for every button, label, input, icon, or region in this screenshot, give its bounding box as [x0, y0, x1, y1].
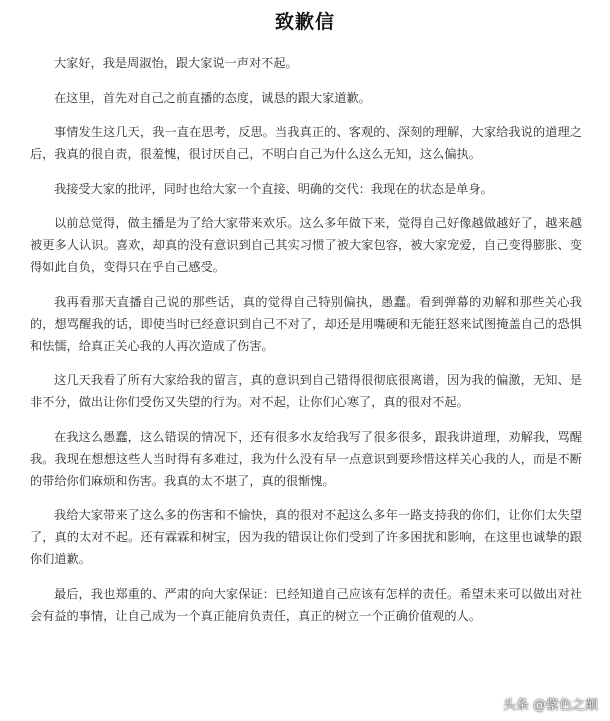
paragraph-reflection: 事情发生这几天，我一直在思考，反思。当我真正的、客观的、深刻的理解，大家给我说的道理之后，我真的很自责，很羞愧，很讨厌自己，不明白自己为什么这么无知，这么偏执。 [30, 125, 582, 161]
paragraph-apology: 在这里，首先对自己之前直播的态度，诚恳的跟大家道歉。 [54, 90, 371, 105]
paragraph-rewatch: 我再看那天直播自己说的那些话，真的觉得自己特别偏执，愚蠢。看到弹幕的劝解和那些关心我的，想骂醒我的话，即使当时已经意识到自己不对了，却还是用嘴硬和无能狂怒来试图掩盖自己的恐惧和怯懦，给真正关心我的人再次造成了伤害。 [30, 294, 582, 353]
paragraph-supporters: 在我这么愚蠢，这么错误的情况下，还有很多水友给我写了很多很多，跟我讲道理，劝解我，骂醒我。我现在想想这些人当时得有多难过，我为什么没有早一点意识到要珍惜这样关心我的人，而是不断的带给你们麻烦和伤害。我真的太不堪了，真的很惭愧。 [30, 429, 582, 488]
letter-body [30, 52, 582, 639]
paragraph-greeting: 大家好，我是周淑怡，跟大家说一声对不起。 [54, 56, 298, 70]
letter-title: 致歉信 [274, 11, 335, 33]
paragraph-closing: 最后，我也郑重的、严肃的向大家保证：已经知道自己应该有怎样的责任。希望未来可以做出对社会有益的事情，让自己成为一个真正能肩负责任，真正的树立一个正确价值观的人。 [30, 586, 582, 623]
paragraph-messages: 这几天我看了所有大家给我的留言，真的意识到自己错得很彻底很离谱，因为我的偏激，无知、是非不分，做出让你们受伤又失望的行为。对不起，让你们心寒了，真的很对不起。 [30, 373, 582, 409]
paragraph-streamer: 以前总觉得，做主播是为了给大家带来欢乐。这么多年做下来，觉得自己好像越做越好了，越来越被更多人认识。喜欢，却真的没有意识到自己其实习惯了被大家包容，被大家宠爱，自己变得膨胀、变得如此自负，变得只在乎自己感受。 [30, 216, 582, 274]
paragraph-harm: 我给大家带来了这么多的伤害和不愉快，真的很对不起这么多年一路支持我的你们，让你们太失望了，真的太对不起。还有霖霖和树宝，因为我的错误让你们受到了许多困扰和影响，在这里也诚挚的跟你们道歉。 [30, 508, 582, 566]
paragraph-status: 我接受大家的批评，同时也给大家一个直接、明确的交代：我现在的状态是单身。 [54, 181, 493, 196]
watermark-text: 头条 @紫色之颠 [502, 698, 598, 713]
